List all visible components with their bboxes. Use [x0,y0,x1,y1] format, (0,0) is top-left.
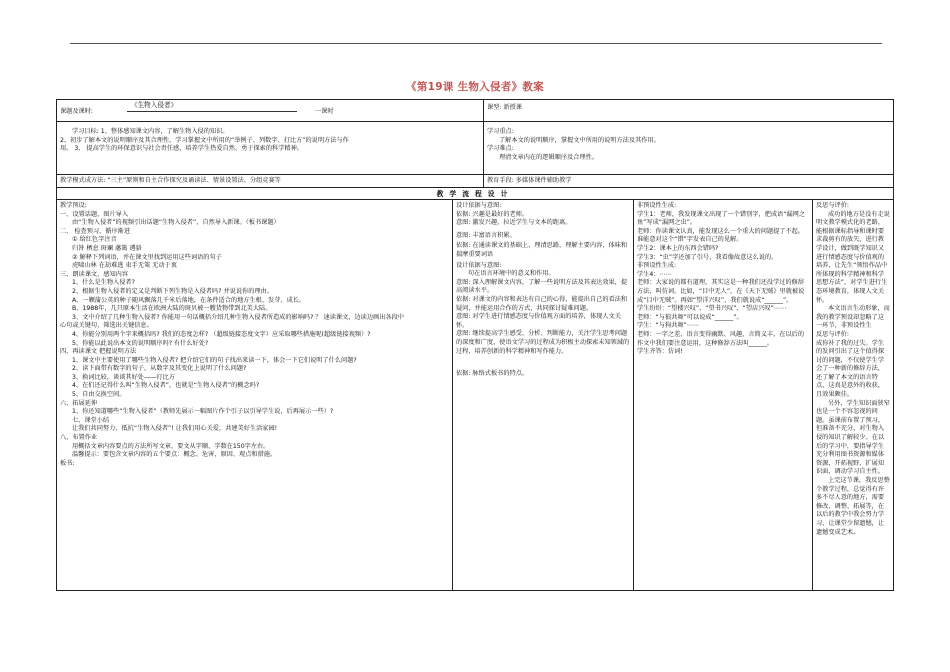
preset-line: 心句或关键句，筛选出关键信息。 [60,322,153,330]
basis-line: 依据: 兴趣是最好的老师。 [456,210,529,218]
basis-line: 意图: 丰富语言积累。 [456,231,516,239]
mode-row [56,174,894,187]
basis-line: 意图: 对学生进行情感态度与价值观方面的培养，体现人文关怀。 [456,313,621,329]
preset-line: A、一颗蒲公英的种子随风飘落几千米后落地，在条件适合的地方生根、发芽、成长。 [72,296,306,304]
mode-right [484,175,893,187]
flow-header-row [56,187,894,199]
teaching-means: 教育手段: 多媒体课件辅助教学 [487,177,572,184]
preset-line: 八、布置作业 [60,434,98,442]
flow-body [56,199,894,590]
preset-line: 1、什么是生物入侵者? [72,279,135,287]
lesson-underline [127,111,297,112]
dialogue-line: 学生1：老师，我发现课文出现了一个错别字，把成语“漏网之鱼”写成“漏网之虫”。 [637,210,806,227]
lesson-label: 课题及课时: [60,108,94,115]
dialogue-line: 学生4：⋯⋯ [637,270,672,278]
basis-line: 依据: 脉络式板书的特点。 [456,370,529,378]
preset-line: B、1988年，几只原本生活在欧洲大陆的斑贝被一艘货物带到北美大陆。 [72,305,272,313]
goals-right [484,122,893,174]
dialogue-line: 老师：一字之差，语言变得幽默、风趣，言简义丰，在以后的作文中我们要注意运用，这种修辞方法叫______。 [637,330,805,347]
preset-line: 2、读下面带有数字的句子，从数字及其变化上说明了什么问题? [72,365,247,373]
preset-line: 温馨提示：要包含文章内容的五个要点：概念、危害、原因、观点和措施。 [72,451,277,459]
dialogue-line: 学生3：“虫”字还加了引号，我看像故意这么说的。 [637,253,778,261]
reflection-line: 本文语言生动形象，而我的教学预设却忽略了这一环节，非预设性生 [816,305,890,330]
lesson-type-cell [484,100,893,121]
lesson-type: 课型: 新授课 [487,104,522,111]
non-preset-col [634,200,812,590]
header-row [56,99,894,121]
preset-line: 四、再读课文 把握说明方法 [60,348,137,356]
lesson-cell [57,100,483,121]
basis-line: 句在语言环境中的意义和作用。 [468,270,555,278]
reflection-line: 反思与评价: [816,202,850,209]
key-point-label: 学习重点: [487,128,514,135]
goal-line: 2、初步了解本文的说明顺序及其合理性，学习掌握文中所用的“举例子、列数字、打比方”的说明方法与作 [60,136,349,144]
goals-left [57,122,483,174]
basis-line: 设计依据与意图: [456,261,502,269]
preset-line: 3、文中介绍了几种生物入侵者? 你能用一句话概括介绍几种生物入侵者所造成的影响吗? ？ 速读课文，边读边画出各段中 [72,313,404,321]
basis-line: 意图: 深入理解课文内容，了解一些说明方法及其表达效果，提高阅读水平。 [456,278,628,295]
preset-line: 归咎 栖息 斑斓 藩篱 遴貉 [72,244,142,252]
preset-line: 虎啸山林 在劫难逃 束手无策 无动于衷 [72,262,177,270]
preset-line: 板书: [60,459,75,467]
goal-line: 用。 3、 提高学生的环保意识与社会责任感，培养学生热爱自然、勇于探索的科学精神。 [60,145,303,153]
preset-line: 由“生物入侵者”的视频引出话题“生物入侵者”，自然导入新课。（板书课题） [72,219,280,227]
dialogue-line: 老师：大家说的都有道理，其实这是一种我们还没学过的修辞方法，叫仿词。比如，“目中无人”，在《天下无贼》里就被说成“目中无贼”。再如“望洋兴叹”，我们就说成“______”。 [637,279,805,304]
preset-line: 3、换词比较，谈谈其好处——打比方 [72,373,175,381]
preset-line: 六、拓展延伸 [60,399,98,407]
preset-line: 用概括文章内容要点的方法所写文章，要文从字顺，字数在150字左右。 [72,442,270,450]
preset-line: 教学预设: [60,202,87,209]
document-title: 《第19课 生物入侵者》教案 [406,81,544,93]
dialogue-line: 学生纷纷：“望楼兴叹”、“望书兴叹”、“望店兴叹”⋯⋯ [637,305,787,313]
preset-line: 4、你能分别用两个字来概括吗? 我们的态度怎样? （超级链接态度文字）应采取哪些措施呢(超级链接视频）? [72,330,371,338]
reflection-line: 成功的地方是没有走说明文教学模式化的老路，能根据课标指导和课时要求裁剪有的放矢，进行教学设计，做到既学知识又进行情感态度与价值观的培养，让先生“领悟作品中所体现的科学精神和科学思想方法”，对学生进行生态环境教育，体现人文关怀。 [816,210,890,304]
basis-line: 依据: 在通读课文的基础上，理清思路，理解主要内容，体味和揣摩重要词语 [456,242,628,258]
dialogue-line: 学生齐答：仿词! [637,348,683,356]
preset-line: 七、课堂小结 [72,416,110,424]
dialogue-line: 学生2：课本上的东西会错吗? [637,244,719,252]
flow-header: 教学流程设计 [436,190,514,198]
difficulty-text: 理清文章内在的逻辑顺序及合理性。 [499,153,598,161]
lesson-period: 一课时 [315,108,334,115]
reflection-line: 另外，学生知识面狭窄也是一个不容忽视的问题。虽课前布置了预习，但准备不充分，对生物入侵的知识了解较少。在以后的学习中，要指导学生充分利用图书资源和媒体资源，开拓视野，扩展知识面，调动学习自主性。 [816,399,890,476]
dialogue-line: 老师：你读课文认真，能发现这么一个重大的问题提了不起。谁能意对这个“错”字发表自己的见解。 [637,227,805,244]
basis-line: 意图: 继续提高学生感受、分析、判断能力，关注学生思考问题的深度和广度，使语文学习的过程成为积极主动探索未知领域的过程，培养创新的科学精神和写作能力。 [456,330,630,355]
preset-line: 1、课文中主要使用了哪些生物入侵者? 把介绍它们的句子找出来读一下，体会一下它们说明了什么问题? [72,356,357,364]
dialogue-line: 非预设性生成: [637,262,677,270]
key-point-text: 了解本文的说明顺序，掌握文中所用的说明方法及其作用。 [499,136,660,144]
goal-line: 学习目标: 1、整体感知课文内容，了解生物入侵的知识。 [72,128,229,135]
difficulty-label: 学习难点: [487,145,514,153]
preset-line: 5、自由交换空间。 [72,391,126,399]
lesson-name: 《生物入侵者》 [131,101,178,109]
goals-row [56,121,894,174]
top-rule [70,43,882,44]
preset-line: 1、你还知道哪些“生物入侵者”（教师先展示一幅图片作个引子以引导学生说，后再展示一些）? [72,408,334,416]
basis-line: 设计依据与意图: [456,202,502,209]
reflection-line: 上完这节课，我反思整个教学过程，总觉得有许多不尽人意的地方，需要修改、调整、拓展等，在以后的教学中我会努力学习，让课堂少留遗憾，让遗憾变成艺术。 [816,477,890,536]
preset-line: 三、朗读课文，感知内容 [60,270,129,278]
preset-line: ② 解释下列词语，并在课文里找到运用这些词语的句子 [72,253,222,261]
dialogue-line: 非预设性生成: [637,202,677,209]
teaching-preset-col [57,200,452,590]
dialogue-line: 学生：“与狗共舞”⋯⋯ [637,322,700,330]
preset-line: 5、你能以此说出本文的说明顺序吗? 有什么好处? [72,339,209,347]
mode-left [57,175,483,187]
preset-line: 二、 检查预习，循序渐进 [60,227,131,235]
design-basis-col [453,200,633,590]
basis-line: 依据: 对课文的内容和表达有自己的心得，能提出自己的看法和疑问，并能运用合作的方式，共同探讨疑难问题。 [456,295,628,312]
teaching-mode: 教学模式成方法: “三主”原则和自主合作探究及诵读法、情景设置法、分组竞赛等 [60,177,281,184]
preset-line: 让我们共同努力，抵抗“生物入侵者”! 让我们用心关爱，共建美好生活家园! [72,425,278,433]
table-bottom-rule [56,590,894,591]
dialogue-line: 老师：“与狼共舞”可以说成“______”。 [637,313,743,321]
reflection-col [813,200,893,590]
reflection-line: 反思与评价: [816,330,850,338]
basis-line: 意图: 激发兴趣，拉近学生与文本的距离。 [456,219,572,227]
preset-line: 2、根据生物入侵者的定义是判断下列生物是入侵者吗? 并说说你的理由。 [72,287,273,295]
preset-line: 一、设置话题，图片导入 [60,210,129,218]
reflection-line: 成你补了我的过失。学生的发问引出了这个值得探讨的问题，不仅使学生学会了一种新的修辞方法，还了解了本文的语言特点，这真是意外的收获，且效果颇佳。 [816,339,885,399]
preset-line: 4、在们还记得什么叫“生物入侵者”，也就是“生物入侵者”的概念吗? [72,382,260,390]
preset-line: ① 给红色字注音 [72,236,117,244]
